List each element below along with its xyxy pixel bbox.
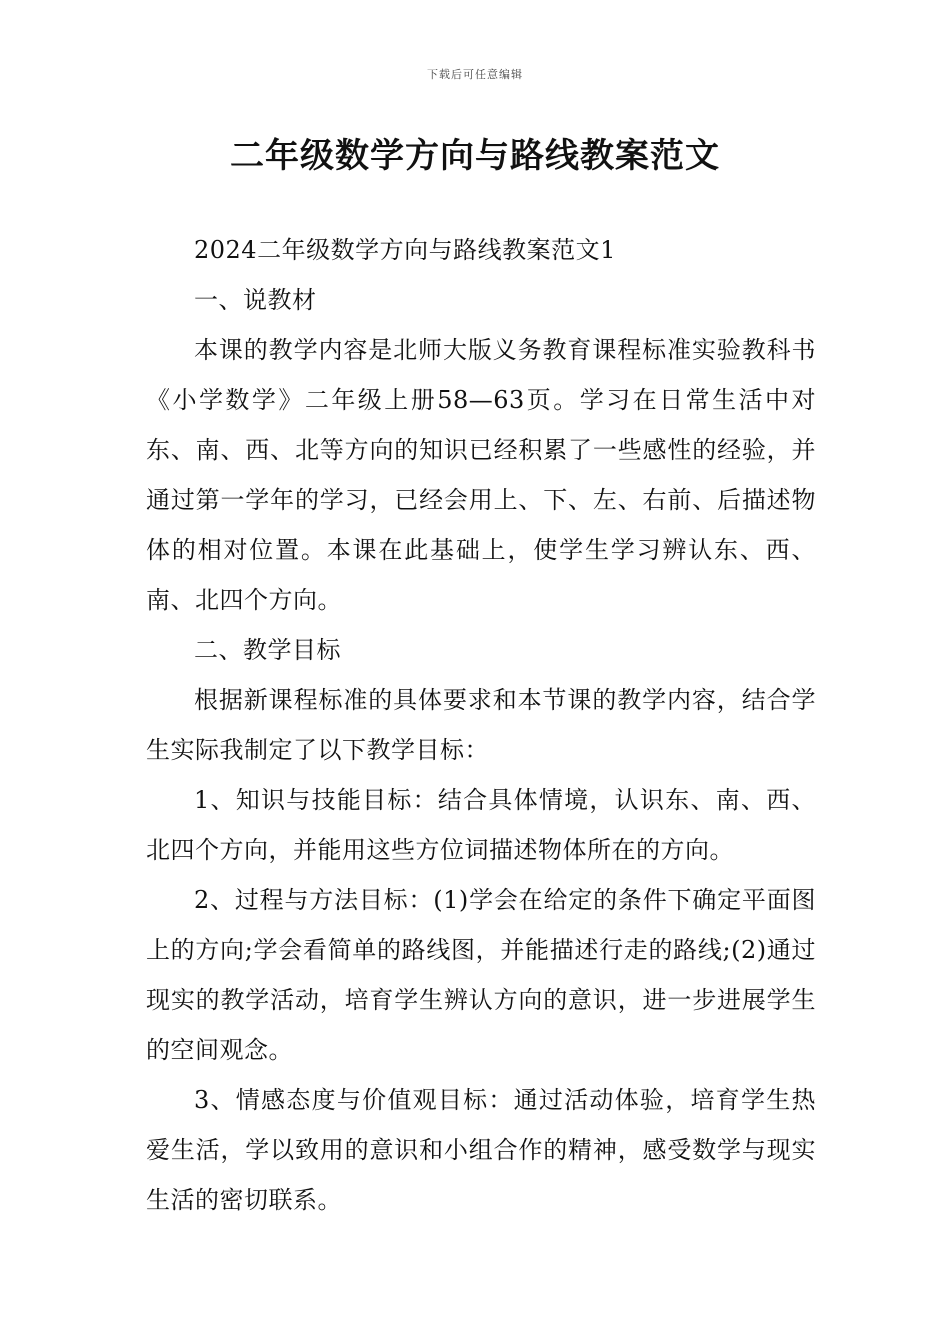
document-title: 二年级数学方向与路线教案范文	[230, 136, 720, 176]
header-note: 下载后可任意编辑	[427, 68, 523, 81]
paragraph-subtitle: 2024二年级数学方向与路线教案范文1	[194, 236, 616, 264]
paragraph-textbook: 本课的教学内容是北师大版义务教育课程标准实验教科书《小学数学》二年级上册58—63页。学习在日常生活中对东、南、西、北等方向的知识已经积累了一些感性的经验，并通过第一学年的学习，已经会用上、下、左、右前、后描述物体的相对位置。本课在此基础上，使学生学习辨认东、西、南、北四个方向。	[146, 336, 816, 614]
paragraph-heading-2: 二、教学目标	[194, 636, 341, 664]
paragraph-goals-intro: 根据新课程标准的具体要求和本节课的教学内容，结合学生实际我制定了以下教学目标：	[146, 686, 816, 764]
document-body	[146, 225, 816, 1225]
paragraph-goal-1: 1、知识与技能目标：结合具体情境，认识东、南、西、北四个方向，并能用这些方位词描述物体所在的方向。	[146, 786, 816, 864]
paragraph-goal-2: 2、过程与方法目标：(1)学会在给定的条件下确定平面图上的方向;学会看简单的路线图，并能描述行走的路线;(2)通过现实的教学活动，培育学生辨认方向的意识，进一步进展学生的空间观念。	[146, 886, 816, 1064]
paragraph-goal-3: 3、情感态度与价值观目标：通过活动体验，培育学生热爱生活，学以致用的意识和小组合作的精神，感受数学与现实生活的密切联系。	[146, 1086, 816, 1214]
paragraph-heading-1: 一、说教材	[194, 286, 317, 314]
